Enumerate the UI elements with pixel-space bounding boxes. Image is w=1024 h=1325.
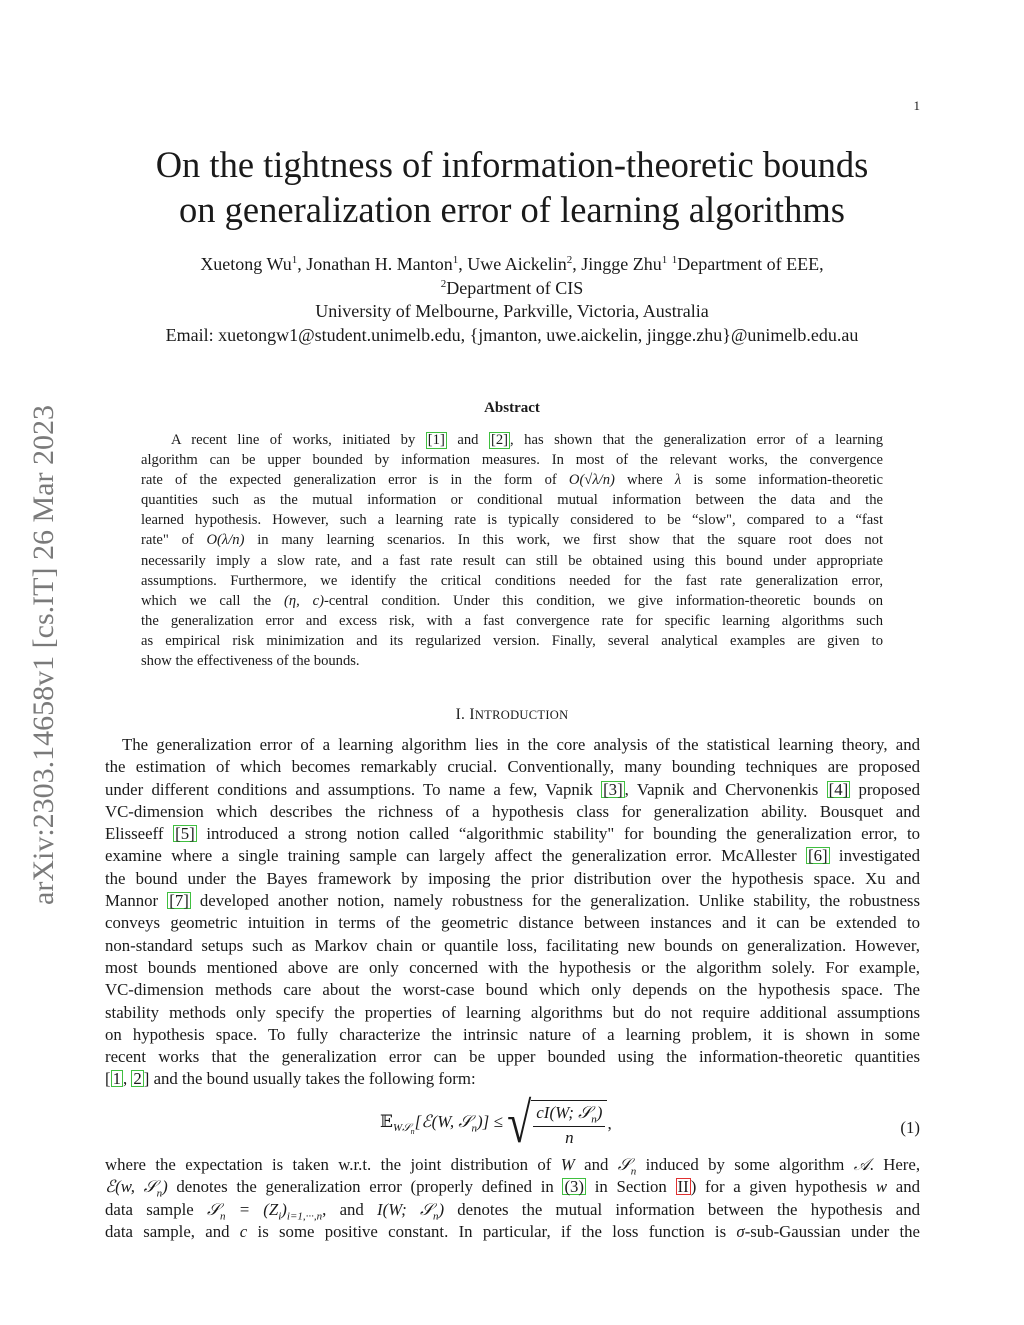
abstract-body [141,430,883,671]
square-root [507,1091,607,1156]
citation-link[interactable]: [7] [169,891,189,911]
paper-title [0,142,1024,232]
math-expression: O(λ/n) [206,532,245,549]
author-line: Xuetong Wu$^1$, Jonathan H. Manton$^1$, Uwe Aickelin$^2$, Jingge Zhu$^1$ $^1$Department of EEE, [200,254,824,274]
body-line: data sample, and c is some positive constant. In particular, if the loss function is σ-sub-Gaussian under the [105,1221,920,1241]
abstract-line: rate" of O(λ/n) in many learning scenarios. In this work, we first show that the square root does not [141,532,883,549]
body-line: [ 1 , 2 ] and the bound usually takes the following form: [105,1069,476,1089]
citation-link[interactable]: [3] [603,779,623,799]
title-line-2: on generalization error of learning algorithms [179,189,845,230]
abstract-line: show the effectiveness of the bounds. [141,653,360,670]
university-line: University of Melbourne, Parkville, Victoria, Australia [315,301,709,321]
equation-lhs: 𝔼$_{W𝒮_n}$[ℰ(W, 𝒮$_n$)] ≤ [380,1111,503,1137]
body-line: the estimation of which becomes remarkably crucial. Conventionally, many bounding techniques are proposed [105,757,920,777]
body-line: Elisseeff [5] introduced a strong notion called “algorithmic stability" for bounding the generalization error, to [105,824,921,844]
abstract-line: assumptions. Furthermore, we identify the critical conditions needed for the fast rate generalization error, [141,572,883,589]
citation-link[interactable]: 2 [133,1069,142,1089]
citation-link[interactable]: [6] [807,846,828,866]
author-name: Uwe Aickelin [467,254,567,274]
affiliation-line: $^2$Department of CIS [440,277,584,298]
citation-link[interactable]: [4] [828,779,849,799]
author-name: Jingge Zhu [581,254,662,274]
radical-sign: √ [507,1091,532,1156]
abstract-line: A recent line of works, initiated by [1] and [2] , has shown that the generalization error of a learning [171,432,884,448]
body-line: recent works that the generalization error can be upper bounded using the information-theoretic quantities [105,1047,920,1067]
author-block [0,253,1024,347]
fraction-numerator: cI(W; 𝒮$_n$) [533,1103,605,1127]
body-line: examine where a single training sample can largely affect the generalization error. McAllester [6] investigated [105,846,921,866]
body-line: under different conditions and assumptions. To name a few, Vapnik [3] , Vapnik and Chervonenkis [4] proposed [105,779,920,799]
body-line: Mannor [7] developed another notion, namely robustness for the generalization. Unlike stability, the robustness [105,891,920,911]
author-name: Jonathan H. Manton [306,254,453,274]
affiliation: Department of CIS [446,277,584,298]
page-number: 1 [913,98,920,113]
citation-link[interactable]: 1 [112,1069,121,1089]
abstract-line: quantities such as the mutual information or conditional mutual information between the data and the [141,492,883,509]
abstract-line: algorithm can be upper bounded by information measures. In most of the relevant works, the convergence [141,452,883,469]
math-expression: (η, c) [284,592,324,609]
section-link[interactable]: II [677,1177,689,1197]
body-line: on hypothesis space. To fully characterize the intrinsic nature of a learning problem, it is shown in some [105,1024,920,1044]
affiliation: Department of EEE, [677,254,824,274]
math-expression: O(√λ/n) [568,472,615,489]
abstract-line: as empirical risk minimization and its regularized version. Finally, several analytical examples are given to [141,632,883,649]
body-line: stability methods only specify the properties of learning algorithms but do not require additional assumptions [105,1002,920,1022]
email-line: Email: xuetongw1@student.unimelb.edu, {jmanton, uwe.aickelin, jingge.zhu}@unimelb.edu.au [165,324,859,345]
body-line: most bounds mentioned above are only concerned with the hypothesis or the algorithm solely. For example, [105,957,920,977]
abstract-line: rate of the expected generalization error is in the form of O(√λ/n) where λ is some information-theoretic [141,472,884,489]
title-line-1: On the tightness of information-theoretic bounds [155,144,869,185]
body-line: non-standard setups such as Markov chain or quantile loss, facilitating new bounds on generalization. However, [105,935,920,955]
author-name: Xuetong Wu [200,254,292,274]
body-line: The generalization error of a learning algorithm lies in the core analysis of the statistical learning theory, and [122,735,920,754]
body-line: the bound under the Bayes framework by imposing the prior distribution over the hypothesis space. Xu and [105,868,920,888]
body-line: ℰ(w, 𝒮$_n$) denotes the generalization error (properly defined in (3) in Section II ) for a given hypothesis w and [105,1177,921,1200]
fraction [533,1103,605,1148]
body-line: data sample 𝒮$_n$ = $(Z_i)_{i=1,\cdot\cdot\cdot,n}$, and I(W; 𝒮$_n$) denotes the mutual information between the hypothesis and [105,1199,920,1222]
equation-link[interactable]: (3) [564,1177,585,1197]
body-line: where the expectation is taken w.r.t. the joint distribution of W and 𝒮$_n$ induced by some algorithm 𝒜. Here, [105,1155,921,1178]
body-line: VC-dimension which describes the richness of a hypothesis class for generalization ability. Bousquet and [105,801,920,821]
equation-1: 𝔼$_{W𝒮_n}$[ℰ(W, 𝒮$_n$)] ≤ √ $\frac{cI(W; 𝒮_n)}{n}$ , [380,1091,612,1156]
citation-link[interactable]: [1] [427,432,445,448]
section-heading: I. INTRODUCTION [455,706,569,723]
equation-number: (1) [900,1118,920,1137]
abstract-heading: Abstract [484,400,540,416]
abstract-line: the generalization error and excess risk, with a fast convergence rate for specific learning algorithms such [141,612,883,629]
abstract-line: necessarily imply a slow rate, and a fast rate result can still be obtained using this bound under appropriate [141,552,883,569]
citation-link[interactable]: [2] [490,432,508,448]
introduction-body [105,734,920,1091]
body-continuation [105,1154,920,1243]
arxiv-stamp: arXiv:2303.14658v1 [cs.IT] 26 Mar 2023 [27,405,60,905]
fraction-denominator: n [565,1128,574,1148]
citation-link[interactable]: [5] [175,824,195,844]
body-line: conveys geometric intuition in terms of the geometric distance between instances and it can be extended to [105,913,920,933]
abstract-line: which we call the (η, c)-central condition. Under this condition, we give information-theoretic bounds on [141,592,883,609]
abstract-line: learned hypothesis. However, such a learning rate is typically considered to be “slow", compared to a “fast [141,512,883,529]
body-line: VC-dimension methods care about the worst-case bound which only depends on the hypothesis space. The [105,980,920,1000]
